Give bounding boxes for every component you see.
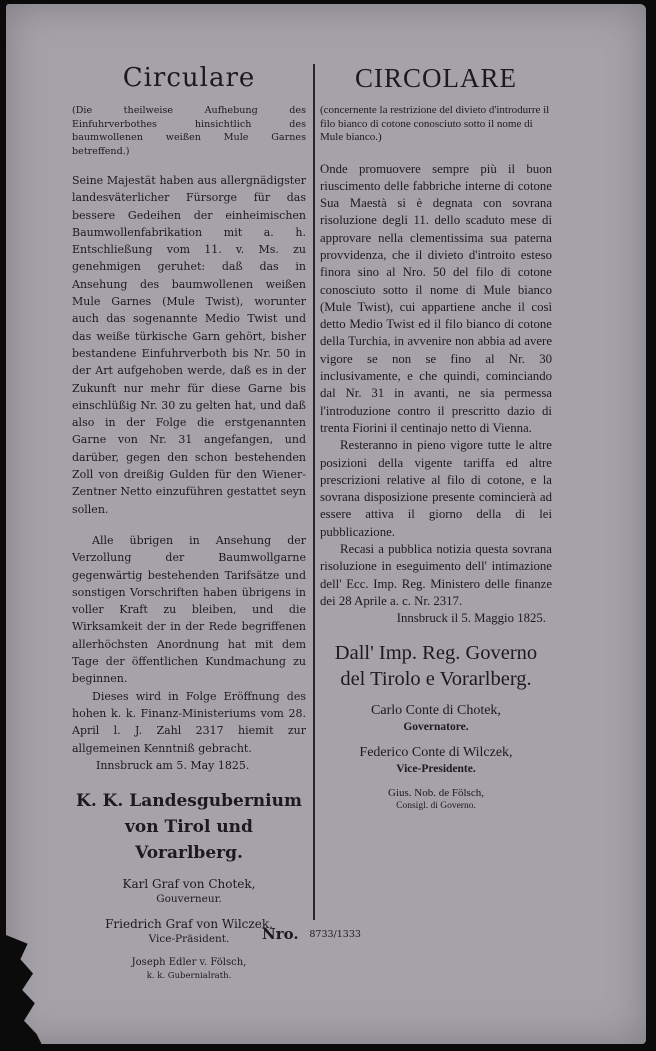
column-divider (313, 64, 315, 920)
document-number-value: 8733/1333 (309, 929, 361, 940)
german-government: K. K. Landesgubernium von Tirol und Vorarlberg. (76, 791, 302, 864)
italian-place-date: Innsbruck il 5. Maggio 1825. (396, 611, 546, 626)
italian-column (320, 58, 552, 812)
german-title: Circulare (122, 63, 256, 93)
document-number (262, 925, 361, 943)
german-signatory-3-name: Joseph Edler v. Fölsch, (131, 957, 247, 969)
german-subtitle: (Die theilweise Aufhebung des Einfuhrverbothes hinsichtlich des baumwollenen weißen Mule Garnes betreffend.) (72, 105, 306, 157)
italian-paragraph-3: Recasi a pubblica notizia questa sovrana risoluzione in eseguimento dell' intimazione dell' Ecc. Imp. Reg. Ministero delle finanze dei 28 Aprile a. c. Nr. 2317. (320, 542, 552, 608)
german-signatory-3-role: k. k. Gubernialrath. (146, 971, 232, 982)
italian-government: Dall' Imp. Reg. Governo del Tirolo e Vorarlberg. (334, 641, 538, 690)
german-signatory-2-role: Vice-Präsident. (148, 933, 230, 946)
german-signatory-2-name: Friedrich Graf von Wilczek, (105, 917, 273, 932)
italian-signatory-3-role: Consigl. di Governo. (396, 800, 476, 811)
italian-subtitle: (concernente la restrizione del divieto d'introdurre il filo bianco di cotone conosciuto sotto il nome di Mule bianco.) (320, 104, 550, 143)
italian-signatory-2-name: Federico Conte di Wilczek, (359, 744, 513, 760)
italian-signatory-1-name: Carlo Conte di Chotek, (371, 702, 501, 718)
italian-signatory-1-role: Governatore. (403, 720, 469, 733)
italian-signatory-3-name: Gius. Nob. de Fölsch, (388, 786, 484, 799)
german-column (72, 58, 306, 982)
italian-title: CIRCOLARE (354, 63, 517, 93)
document-number-label: Nro. (262, 925, 299, 943)
italian-signatory-2-role: Vice-Presidente. (396, 762, 476, 775)
italian-paragraph-2: Resteranno in pieno vigore tutte le altre posizioni della vigente tariffa ed altre prescrizioni relative al filo di cotone, e la sovrana disposizione presente comincierà ad essere attiva il giorno della di lei pubblicazione. (320, 438, 552, 539)
german-place-date: Innsbruck am 5. May 1825. (96, 758, 250, 772)
german-paragraph-2: Alle übrigen in Ansehung der Verzollung der Baumwollgarne gegenwärtig bestehenden Tarifsätze und sonstigen Vorschriften haben übrigens in voller Kraft zu bleiben, und die Wirksamkeit der in der Rede begriffenen allerhöchsten Anordnung hat mit dem Tage der öffentlichen Kundmachung zu beginnen. (72, 533, 306, 686)
german-signatory-1-role: Gouverneur. (156, 893, 222, 906)
german-paragraph-1: Seine Majestät haben aus allergnädigster landesväterlicher Fürsorge für das bessere Gedeihen der einheimischen Baumwollenfabrikation mit a. h. Entschließung vom 11. v. Ms. zu genehmigen geruhet: daß das in Ansehung des baumwollenen weißen Mule Garnes (Mule Twist), worunter auch das sogenannte Medio Twist und das weiße türkische Garn gehört, bisher bestandene Einfuhrverboth bis Nr. 50 in der Art aufgehoben werde, daß es in der Zukunft nur mehr für diese Garne bis einschlüßig Nr. 30 zu gelten hat, und daß also in der Folge die erstgenannten Garne von Nr. 31 angefangen, und darüber, gegen den schon bestehenden Zoll von dreißig Gulden für den Wiener-Zentner Netto einzuführen gestattet seyn sollen. (72, 174, 306, 516)
german-signatory-1-name: Karl Graf von Chotek, (122, 877, 256, 892)
italian-paragraph-1: Onde promuovere sempre più il buon riuscimento delle fabbriche interne di cotone Sua Maestà si è degnata con sovrana risoluzione degli 11. dello scaduto mese di approvare nella clementissima sua paterna provvidenza, che il divieto d'introito esteso finora sino al Nro. 50 del filo di cotone conosciuto sotto il nome di Mule bianco (Mule Twist), cui appartiene anche il così detto Medio Twist ed il filo bianco di cotone della Turchia, in avvenire non abbia ad avere vigore se non se fino al Nr. 30 inclusivamente, e che quindi, cominciando dal Nr. 31 in avanti, ne sia permessa l'introduzione contro il prescritto dazio di trenta Fiorini il centinajo netto di Vienna. (320, 161, 552, 435)
german-paragraph-3: Dieses wird in Folge Eröffnung des hohen k. k. Finanz-Ministeriums vom 28. April l. J. Zahl 2317 hiemit zur allgemeinen Kenntniß gebracht. (72, 689, 306, 755)
